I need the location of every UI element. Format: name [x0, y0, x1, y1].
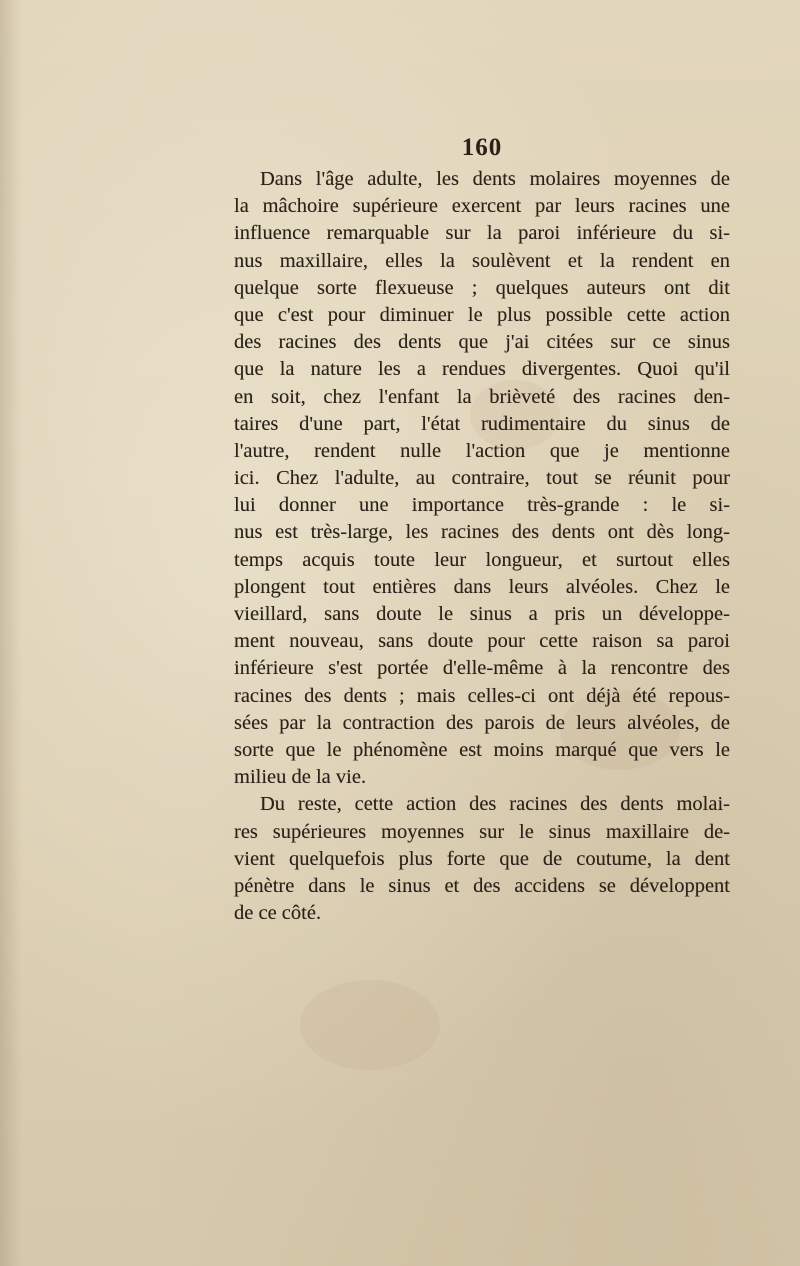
text-line: vient quelquefois plus forte que de coutume, la dent — [234, 847, 730, 870]
text-line: ment nouveau, sans doute pour cette raison sa paroi — [234, 630, 730, 653]
text-line: pénètre dans le sinus et des accidens se développent — [234, 874, 730, 897]
text-line: plongent tout entières dans leurs alvéoles. Chez le — [234, 575, 730, 598]
text-line: lui donner une importance très-grande : le si- — [234, 494, 730, 517]
text-line: de ce côté. — [234, 902, 322, 925]
text-line: quelque sorte flexueuse ; quelques auteurs ont dit — [234, 276, 730, 299]
text-line: ici. Chez l'adulte, au contraire, tout se réunit pour — [234, 467, 730, 490]
text-line: vieillard, sans doute le sinus a pris un développe- — [234, 603, 730, 625]
text-line: milieu de la vie. — [234, 766, 367, 789]
text-line: des racines des dents que j'ai citées sur ce sinus — [234, 331, 730, 354]
text-line: sorte que le phénomène est moins marqué que vers le — [234, 738, 730, 761]
text-line: que la nature les a rendues divergentes. Quoi qu'il — [234, 358, 730, 381]
paper-stain — [300, 980, 440, 1070]
text-line: en soit, chez l'enfant la brièveté des racines den- — [234, 385, 730, 408]
text-line: nus maxillaire, elles la soulèvent et la rendent en — [234, 249, 730, 272]
text-line: nus est très-large, les racines des dents ont dès long- — [234, 521, 730, 544]
page-number: 160 — [461, 134, 503, 161]
text-line: sées par la contraction des parois de leurs alvéoles, de — [234, 711, 730, 734]
text-line: taires d'une part, l'état rudimentaire du sinus de — [234, 412, 730, 435]
text-line: racines des dents ; mais celles-ci ont déjà été repous- — [234, 684, 730, 707]
text-line: Du reste, cette action des racines des dents molai- — [260, 793, 730, 816]
text-line: l'autre, rendent nulle l'action que je mentionne — [234, 439, 730, 462]
text-line: la mâchoire supérieure exercent par leurs racines une — [234, 195, 730, 218]
text-line: res supérieures moyennes sur le sinus maxillaire de- — [234, 820, 730, 843]
text-line: inférieure s'est portée d'elle-même à la rencontre des — [234, 657, 730, 680]
spine-shadow — [0, 0, 22, 1266]
text-line: influence remarquable sur la paroi inférieure du si- — [234, 222, 730, 245]
text-line: que c'est pour diminuer le plus possible cette action — [234, 303, 730, 326]
body-text — [234, 166, 730, 927]
text-line: Dans l'âge adulte, les dents molaires moyennes de — [260, 168, 730, 190]
text-line: temps acquis toute leur longueur, et surtout elles — [234, 548, 730, 571]
